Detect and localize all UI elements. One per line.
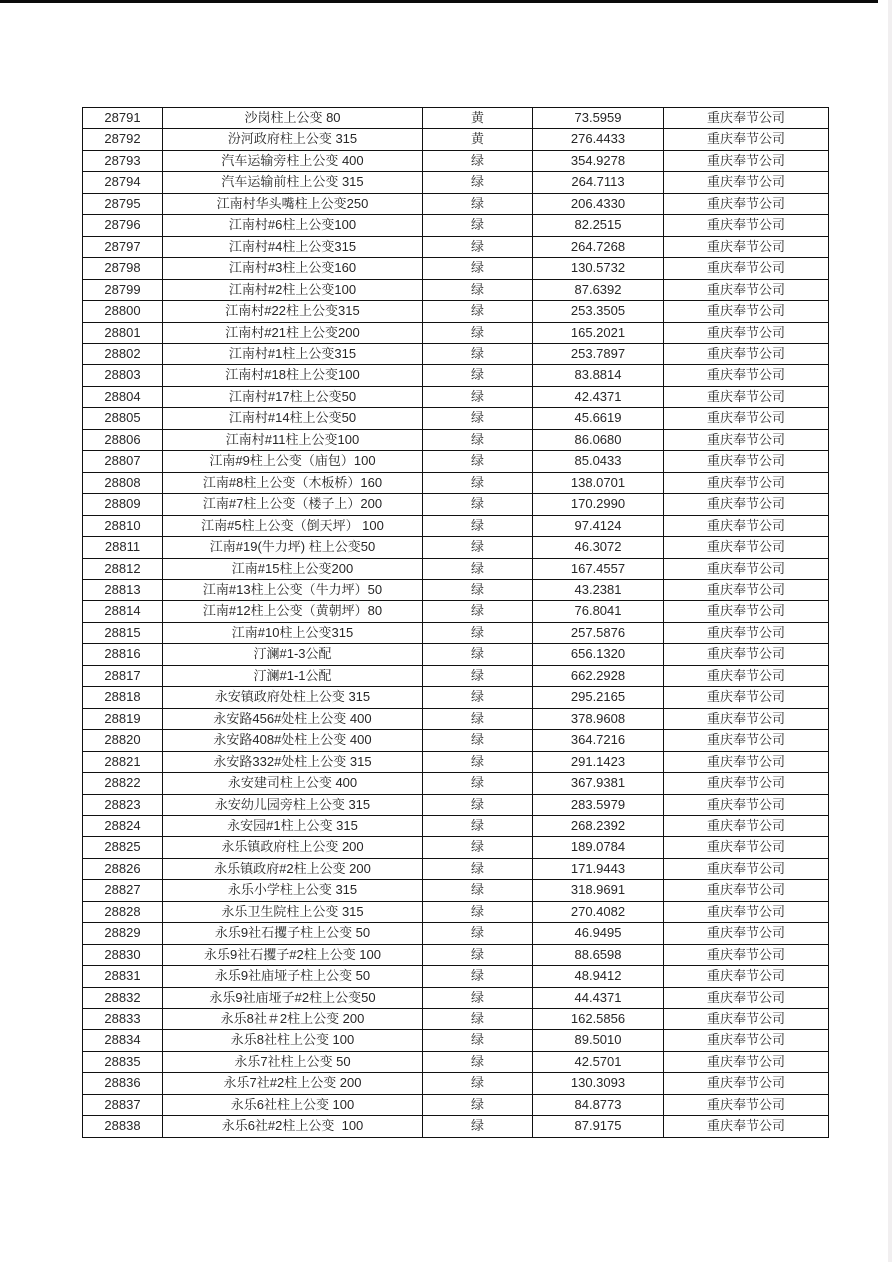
cell-transformer-name: 永乐镇政府#2柱上公变 200 bbox=[163, 858, 423, 879]
cell-transformer-name: 永乐6社#2柱上公变 100 bbox=[163, 1116, 423, 1137]
cell-transformer-name: 永安路408#处柱上公变 400 bbox=[163, 730, 423, 751]
cell-status-color: 绿 bbox=[423, 343, 533, 364]
cell-record-id: 28818 bbox=[83, 687, 163, 708]
cell-status-color: 绿 bbox=[423, 622, 533, 643]
cell-transformer-name: 江南#8柱上公变（木板桥）160 bbox=[163, 472, 423, 493]
cell-transformer-name: 永安镇政府处柱上公变 315 bbox=[163, 687, 423, 708]
table-row bbox=[83, 236, 829, 257]
cell-load-value: 46.3072 bbox=[533, 537, 664, 558]
table-row bbox=[83, 601, 829, 622]
table-body bbox=[83, 108, 829, 1138]
cell-status-color: 绿 bbox=[423, 794, 533, 815]
cell-load-value: 283.5979 bbox=[533, 794, 664, 815]
cell-company: 重庆奉节公司 bbox=[664, 515, 829, 536]
cell-status-color: 绿 bbox=[423, 858, 533, 879]
cell-record-id: 28801 bbox=[83, 322, 163, 343]
table-row bbox=[83, 472, 829, 493]
cell-record-id: 28833 bbox=[83, 1009, 163, 1030]
cell-transformer-name: 江南#12柱上公变（黄朝坪）80 bbox=[163, 601, 423, 622]
cell-status-color: 绿 bbox=[423, 815, 533, 836]
cell-load-value: 89.5010 bbox=[533, 1030, 664, 1051]
cell-load-value: 43.2381 bbox=[533, 579, 664, 600]
cell-load-value: 73.5959 bbox=[533, 108, 664, 129]
cell-company: 重庆奉节公司 bbox=[664, 172, 829, 193]
cell-company: 重庆奉节公司 bbox=[664, 343, 829, 364]
table-row bbox=[83, 322, 829, 343]
table-row bbox=[83, 558, 829, 579]
cell-status-color: 绿 bbox=[423, 429, 533, 450]
cell-transformer-name: 永乐9社石攫子柱上公变 50 bbox=[163, 923, 423, 944]
cell-transformer-name: 永乐8社＃2柱上公变 200 bbox=[163, 1009, 423, 1030]
cell-load-value: 378.9608 bbox=[533, 708, 664, 729]
cell-record-id: 28828 bbox=[83, 901, 163, 922]
cell-company: 重庆奉节公司 bbox=[664, 429, 829, 450]
cell-record-id: 28821 bbox=[83, 751, 163, 772]
table-row bbox=[83, 386, 829, 407]
cell-load-value: 295.2165 bbox=[533, 687, 664, 708]
table-row bbox=[83, 773, 829, 794]
table-row bbox=[83, 365, 829, 386]
cell-transformer-name: 江南#5柱上公变（倒天坪） 100 bbox=[163, 515, 423, 536]
cell-record-id: 28802 bbox=[83, 343, 163, 364]
cell-record-id: 28803 bbox=[83, 365, 163, 386]
cell-transformer-name: 江南村#18柱上公变100 bbox=[163, 365, 423, 386]
cell-load-value: 82.2515 bbox=[533, 215, 664, 236]
cell-status-color: 绿 bbox=[423, 601, 533, 622]
cell-record-id: 28796 bbox=[83, 215, 163, 236]
cell-transformer-name: 江南村#11柱上公变100 bbox=[163, 429, 423, 450]
top-edge-bar bbox=[0, 0, 878, 3]
cell-load-value: 170.2990 bbox=[533, 494, 664, 515]
cell-load-value: 130.3093 bbox=[533, 1073, 664, 1094]
table-row bbox=[83, 858, 829, 879]
table-row bbox=[83, 708, 829, 729]
cell-load-value: 76.8041 bbox=[533, 601, 664, 622]
cell-status-color: 绿 bbox=[423, 579, 533, 600]
cell-record-id: 28820 bbox=[83, 730, 163, 751]
cell-company: 重庆奉节公司 bbox=[664, 558, 829, 579]
cell-load-value: 662.2928 bbox=[533, 665, 664, 686]
cell-load-value: 257.5876 bbox=[533, 622, 664, 643]
cell-company: 重庆奉节公司 bbox=[664, 858, 829, 879]
cell-transformer-name: 汾河政府柱上公变 315 bbox=[163, 129, 423, 150]
cell-load-value: 42.5701 bbox=[533, 1051, 664, 1072]
table-row bbox=[83, 451, 829, 472]
cell-company: 重庆奉节公司 bbox=[664, 322, 829, 343]
cell-company: 重庆奉节公司 bbox=[664, 150, 829, 171]
cell-load-value: 87.9175 bbox=[533, 1116, 664, 1137]
cell-transformer-name: 永乐小学柱上公变 315 bbox=[163, 880, 423, 901]
cell-company: 重庆奉节公司 bbox=[664, 408, 829, 429]
table-row bbox=[83, 1116, 829, 1137]
cell-status-color: 黄 bbox=[423, 108, 533, 129]
cell-transformer-name: 汽车运输前柱上公变 315 bbox=[163, 172, 423, 193]
cell-transformer-name: 江南#10柱上公变315 bbox=[163, 622, 423, 643]
cell-company: 重庆奉节公司 bbox=[664, 108, 829, 129]
cell-status-color: 绿 bbox=[423, 1030, 533, 1051]
cell-record-id: 28837 bbox=[83, 1094, 163, 1115]
cell-status-color: 绿 bbox=[423, 837, 533, 858]
cell-company: 重庆奉节公司 bbox=[664, 1116, 829, 1137]
cell-transformer-name: 江南村华头嘴柱上公变250 bbox=[163, 193, 423, 214]
table-row bbox=[83, 665, 829, 686]
table-row bbox=[83, 1073, 829, 1094]
cell-record-id: 28808 bbox=[83, 472, 163, 493]
table-row bbox=[83, 1009, 829, 1030]
table-row bbox=[83, 150, 829, 171]
cell-record-id: 28834 bbox=[83, 1030, 163, 1051]
cell-record-id: 28810 bbox=[83, 515, 163, 536]
cell-company: 重庆奉节公司 bbox=[664, 215, 829, 236]
transformer-data-table bbox=[82, 107, 829, 1138]
cell-transformer-name: 汀澜#1-3公配 bbox=[163, 644, 423, 665]
table-row bbox=[83, 622, 829, 643]
cell-transformer-name: 江南村#21柱上公变200 bbox=[163, 322, 423, 343]
cell-transformer-name: 永乐9社石攫子#2柱上公变 100 bbox=[163, 944, 423, 965]
cell-status-color: 绿 bbox=[423, 1051, 533, 1072]
cell-status-color: 绿 bbox=[423, 494, 533, 515]
cell-transformer-name: 汀澜#1-1公配 bbox=[163, 665, 423, 686]
cell-transformer-name: 江南#13柱上公变（牛力坪）50 bbox=[163, 579, 423, 600]
cell-record-id: 28794 bbox=[83, 172, 163, 193]
cell-company: 重庆奉节公司 bbox=[664, 1073, 829, 1094]
cell-company: 重庆奉节公司 bbox=[664, 1030, 829, 1051]
cell-record-id: 28806 bbox=[83, 429, 163, 450]
table-row bbox=[83, 815, 829, 836]
cell-record-id: 28826 bbox=[83, 858, 163, 879]
cell-company: 重庆奉节公司 bbox=[664, 301, 829, 322]
cell-transformer-name: 江南#9柱上公变（庙包）100 bbox=[163, 451, 423, 472]
cell-company: 重庆奉节公司 bbox=[664, 236, 829, 257]
cell-load-value: 86.0680 bbox=[533, 429, 664, 450]
cell-load-value: 318.9691 bbox=[533, 880, 664, 901]
cell-record-id: 28823 bbox=[83, 794, 163, 815]
cell-status-color: 绿 bbox=[423, 987, 533, 1008]
table-row bbox=[83, 279, 829, 300]
cell-record-id: 28813 bbox=[83, 579, 163, 600]
cell-load-value: 85.0433 bbox=[533, 451, 664, 472]
cell-record-id: 28809 bbox=[83, 494, 163, 515]
cell-load-value: 87.6392 bbox=[533, 279, 664, 300]
cell-record-id: 28807 bbox=[83, 451, 163, 472]
cell-status-color: 绿 bbox=[423, 472, 533, 493]
cell-transformer-name: 永乐6社柱上公变 100 bbox=[163, 1094, 423, 1115]
cell-company: 重庆奉节公司 bbox=[664, 258, 829, 279]
cell-record-id: 28799 bbox=[83, 279, 163, 300]
cell-load-value: 83.8814 bbox=[533, 365, 664, 386]
cell-transformer-name: 江南村#2柱上公变100 bbox=[163, 279, 423, 300]
cell-status-color: 黄 bbox=[423, 129, 533, 150]
cell-record-id: 28831 bbox=[83, 966, 163, 987]
cell-company: 重庆奉节公司 bbox=[664, 665, 829, 686]
cell-load-value: 130.5732 bbox=[533, 258, 664, 279]
cell-record-id: 28835 bbox=[83, 1051, 163, 1072]
cell-transformer-name: 江南村#4柱上公变315 bbox=[163, 236, 423, 257]
table-row bbox=[83, 429, 829, 450]
table-row bbox=[83, 644, 829, 665]
table-row bbox=[83, 794, 829, 815]
cell-load-value: 206.4330 bbox=[533, 193, 664, 214]
cell-transformer-name: 江南村#14柱上公变50 bbox=[163, 408, 423, 429]
cell-transformer-name: 永安路456#处柱上公变 400 bbox=[163, 708, 423, 729]
table-row bbox=[83, 108, 829, 129]
table-row bbox=[83, 944, 829, 965]
cell-status-color: 绿 bbox=[423, 408, 533, 429]
table-row bbox=[83, 1051, 829, 1072]
cell-transformer-name: 永乐9社庙垭子#2柱上公变50 bbox=[163, 987, 423, 1008]
cell-status-color: 绿 bbox=[423, 301, 533, 322]
cell-company: 重庆奉节公司 bbox=[664, 365, 829, 386]
cell-status-color: 绿 bbox=[423, 322, 533, 343]
cell-transformer-name: 沙岗柱上公变 80 bbox=[163, 108, 423, 129]
cell-record-id: 28800 bbox=[83, 301, 163, 322]
cell-load-value: 165.2021 bbox=[533, 322, 664, 343]
table-row bbox=[83, 579, 829, 600]
cell-load-value: 268.2392 bbox=[533, 815, 664, 836]
cell-transformer-name: 江南#19(牛力坪) 柱上公变50 bbox=[163, 537, 423, 558]
cell-load-value: 253.3505 bbox=[533, 301, 664, 322]
cell-status-color: 绿 bbox=[423, 365, 533, 386]
cell-load-value: 162.5856 bbox=[533, 1009, 664, 1030]
cell-transformer-name: 永乐镇政府柱上公变 200 bbox=[163, 837, 423, 858]
cell-record-id: 28814 bbox=[83, 601, 163, 622]
cell-record-id: 28830 bbox=[83, 944, 163, 965]
cell-company: 重庆奉节公司 bbox=[664, 880, 829, 901]
cell-load-value: 354.9278 bbox=[533, 150, 664, 171]
cell-load-value: 167.4557 bbox=[533, 558, 664, 579]
cell-load-value: 44.4371 bbox=[533, 987, 664, 1008]
cell-transformer-name: 永安建司柱上公变 400 bbox=[163, 773, 423, 794]
cell-load-value: 45.6619 bbox=[533, 408, 664, 429]
cell-status-color: 绿 bbox=[423, 1116, 533, 1137]
table-row bbox=[83, 880, 829, 901]
cell-status-color: 绿 bbox=[423, 944, 533, 965]
table-row bbox=[83, 537, 829, 558]
cell-company: 重庆奉节公司 bbox=[664, 193, 829, 214]
cell-company: 重庆奉节公司 bbox=[664, 730, 829, 751]
cell-load-value: 84.8773 bbox=[533, 1094, 664, 1115]
cell-status-color: 绿 bbox=[423, 150, 533, 171]
table-row bbox=[83, 923, 829, 944]
cell-status-color: 绿 bbox=[423, 751, 533, 772]
table-row bbox=[83, 193, 829, 214]
cell-company: 重庆奉节公司 bbox=[664, 386, 829, 407]
cell-record-id: 28815 bbox=[83, 622, 163, 643]
cell-load-value: 270.4082 bbox=[533, 901, 664, 922]
cell-transformer-name: 永乐7社#2柱上公变 200 bbox=[163, 1073, 423, 1094]
cell-transformer-name: 江南#15柱上公变200 bbox=[163, 558, 423, 579]
cell-status-color: 绿 bbox=[423, 193, 533, 214]
cell-status-color: 绿 bbox=[423, 215, 533, 236]
cell-transformer-name: 江南村#1柱上公变315 bbox=[163, 343, 423, 364]
cell-company: 重庆奉节公司 bbox=[664, 622, 829, 643]
cell-company: 重庆奉节公司 bbox=[664, 687, 829, 708]
cell-transformer-name: 永乐8社柱上公变 100 bbox=[163, 1030, 423, 1051]
cell-status-color: 绿 bbox=[423, 730, 533, 751]
cell-company: 重庆奉节公司 bbox=[664, 794, 829, 815]
cell-status-color: 绿 bbox=[423, 279, 533, 300]
table-row bbox=[83, 1094, 829, 1115]
cell-transformer-name: 永安路332#处柱上公变 315 bbox=[163, 751, 423, 772]
cell-record-id: 28791 bbox=[83, 108, 163, 129]
table-row bbox=[83, 301, 829, 322]
cell-transformer-name: 汽车运输旁柱上公变 400 bbox=[163, 150, 423, 171]
table-row bbox=[83, 987, 829, 1008]
cell-company: 重庆奉节公司 bbox=[664, 494, 829, 515]
cell-company: 重庆奉节公司 bbox=[664, 279, 829, 300]
cell-load-value: 656.1320 bbox=[533, 644, 664, 665]
cell-record-id: 28812 bbox=[83, 558, 163, 579]
cell-load-value: 364.7216 bbox=[533, 730, 664, 751]
cell-company: 重庆奉节公司 bbox=[664, 773, 829, 794]
table-row bbox=[83, 730, 829, 751]
cell-transformer-name: 永乐9社庙垭子柱上公变 50 bbox=[163, 966, 423, 987]
cell-load-value: 46.9495 bbox=[533, 923, 664, 944]
cell-record-id: 28793 bbox=[83, 150, 163, 171]
cell-load-value: 189.0784 bbox=[533, 837, 664, 858]
cell-record-id: 28824 bbox=[83, 815, 163, 836]
cell-status-color: 绿 bbox=[423, 665, 533, 686]
cell-company: 重庆奉节公司 bbox=[664, 751, 829, 772]
table-row bbox=[83, 687, 829, 708]
cell-transformer-name: 江南村#3柱上公变160 bbox=[163, 258, 423, 279]
cell-status-color: 绿 bbox=[423, 687, 533, 708]
cell-record-id: 28816 bbox=[83, 644, 163, 665]
cell-record-id: 28819 bbox=[83, 708, 163, 729]
table-row bbox=[83, 966, 829, 987]
right-edge-strip bbox=[888, 0, 892, 1262]
cell-status-color: 绿 bbox=[423, 1094, 533, 1115]
cell-record-id: 28829 bbox=[83, 923, 163, 944]
cell-load-value: 88.6598 bbox=[533, 944, 664, 965]
cell-record-id: 28798 bbox=[83, 258, 163, 279]
cell-transformer-name: 永乐7社柱上公变 50 bbox=[163, 1051, 423, 1072]
cell-transformer-name: 永乐卫生院柱上公变 315 bbox=[163, 901, 423, 922]
cell-status-color: 绿 bbox=[423, 773, 533, 794]
cell-status-color: 绿 bbox=[423, 451, 533, 472]
table-row bbox=[83, 1030, 829, 1051]
cell-record-id: 28817 bbox=[83, 665, 163, 686]
cell-record-id: 28836 bbox=[83, 1073, 163, 1094]
cell-record-id: 28838 bbox=[83, 1116, 163, 1137]
table-row bbox=[83, 258, 829, 279]
cell-status-color: 绿 bbox=[423, 923, 533, 944]
table-row bbox=[83, 515, 829, 536]
cell-load-value: 264.7113 bbox=[533, 172, 664, 193]
cell-company: 重庆奉节公司 bbox=[664, 129, 829, 150]
cell-record-id: 28827 bbox=[83, 880, 163, 901]
table-row bbox=[83, 751, 829, 772]
cell-company: 重庆奉节公司 bbox=[664, 944, 829, 965]
cell-record-id: 28811 bbox=[83, 537, 163, 558]
cell-load-value: 276.4433 bbox=[533, 129, 664, 150]
cell-transformer-name: 江南村#6柱上公变100 bbox=[163, 215, 423, 236]
cell-status-color: 绿 bbox=[423, 644, 533, 665]
cell-company: 重庆奉节公司 bbox=[664, 923, 829, 944]
cell-status-color: 绿 bbox=[423, 708, 533, 729]
cell-load-value: 253.7897 bbox=[533, 343, 664, 364]
cell-record-id: 28795 bbox=[83, 193, 163, 214]
table-row bbox=[83, 494, 829, 515]
cell-status-color: 绿 bbox=[423, 236, 533, 257]
cell-status-color: 绿 bbox=[423, 258, 533, 279]
cell-load-value: 48.9412 bbox=[533, 966, 664, 987]
cell-company: 重庆奉节公司 bbox=[664, 472, 829, 493]
cell-company: 重庆奉节公司 bbox=[664, 644, 829, 665]
cell-status-color: 绿 bbox=[423, 880, 533, 901]
cell-status-color: 绿 bbox=[423, 172, 533, 193]
cell-company: 重庆奉节公司 bbox=[664, 537, 829, 558]
cell-record-id: 28797 bbox=[83, 236, 163, 257]
table-row bbox=[83, 408, 829, 429]
cell-load-value: 171.9443 bbox=[533, 858, 664, 879]
cell-company: 重庆奉节公司 bbox=[664, 987, 829, 1008]
table-row bbox=[83, 172, 829, 193]
cell-record-id: 28804 bbox=[83, 386, 163, 407]
table-row bbox=[83, 343, 829, 364]
cell-status-color: 绿 bbox=[423, 515, 533, 536]
cell-load-value: 264.7268 bbox=[533, 236, 664, 257]
cell-company: 重庆奉节公司 bbox=[664, 815, 829, 836]
cell-load-value: 291.1423 bbox=[533, 751, 664, 772]
cell-load-value: 97.4124 bbox=[533, 515, 664, 536]
cell-company: 重庆奉节公司 bbox=[664, 708, 829, 729]
cell-transformer-name: 永安幼儿园旁柱上公变 315 bbox=[163, 794, 423, 815]
cell-transformer-name: 江南#7柱上公变（楼子上）200 bbox=[163, 494, 423, 515]
cell-company: 重庆奉节公司 bbox=[664, 901, 829, 922]
cell-company: 重庆奉节公司 bbox=[664, 1051, 829, 1072]
table-row bbox=[83, 901, 829, 922]
cell-record-id: 28792 bbox=[83, 129, 163, 150]
cell-transformer-name: 江南村#22柱上公变315 bbox=[163, 301, 423, 322]
cell-status-color: 绿 bbox=[423, 901, 533, 922]
cell-status-color: 绿 bbox=[423, 558, 533, 579]
cell-load-value: 138.0701 bbox=[533, 472, 664, 493]
cell-load-value: 42.4371 bbox=[533, 386, 664, 407]
cell-company: 重庆奉节公司 bbox=[664, 601, 829, 622]
cell-company: 重庆奉节公司 bbox=[664, 837, 829, 858]
cell-company: 重庆奉节公司 bbox=[664, 579, 829, 600]
cell-record-id: 28805 bbox=[83, 408, 163, 429]
table-row bbox=[83, 129, 829, 150]
cell-status-color: 绿 bbox=[423, 537, 533, 558]
cell-company: 重庆奉节公司 bbox=[664, 1094, 829, 1115]
cell-transformer-name: 江南村#17柱上公变50 bbox=[163, 386, 423, 407]
cell-company: 重庆奉节公司 bbox=[664, 966, 829, 987]
cell-status-color: 绿 bbox=[423, 1073, 533, 1094]
cell-load-value: 367.9381 bbox=[533, 773, 664, 794]
cell-record-id: 28825 bbox=[83, 837, 163, 858]
table-row bbox=[83, 837, 829, 858]
cell-company: 重庆奉节公司 bbox=[664, 1009, 829, 1030]
cell-status-color: 绿 bbox=[423, 1009, 533, 1030]
cell-status-color: 绿 bbox=[423, 966, 533, 987]
cell-status-color: 绿 bbox=[423, 386, 533, 407]
cell-company: 重庆奉节公司 bbox=[664, 451, 829, 472]
cell-record-id: 28822 bbox=[83, 773, 163, 794]
table-row bbox=[83, 215, 829, 236]
cell-record-id: 28832 bbox=[83, 987, 163, 1008]
cell-transformer-name: 永安园#1柱上公变 315 bbox=[163, 815, 423, 836]
